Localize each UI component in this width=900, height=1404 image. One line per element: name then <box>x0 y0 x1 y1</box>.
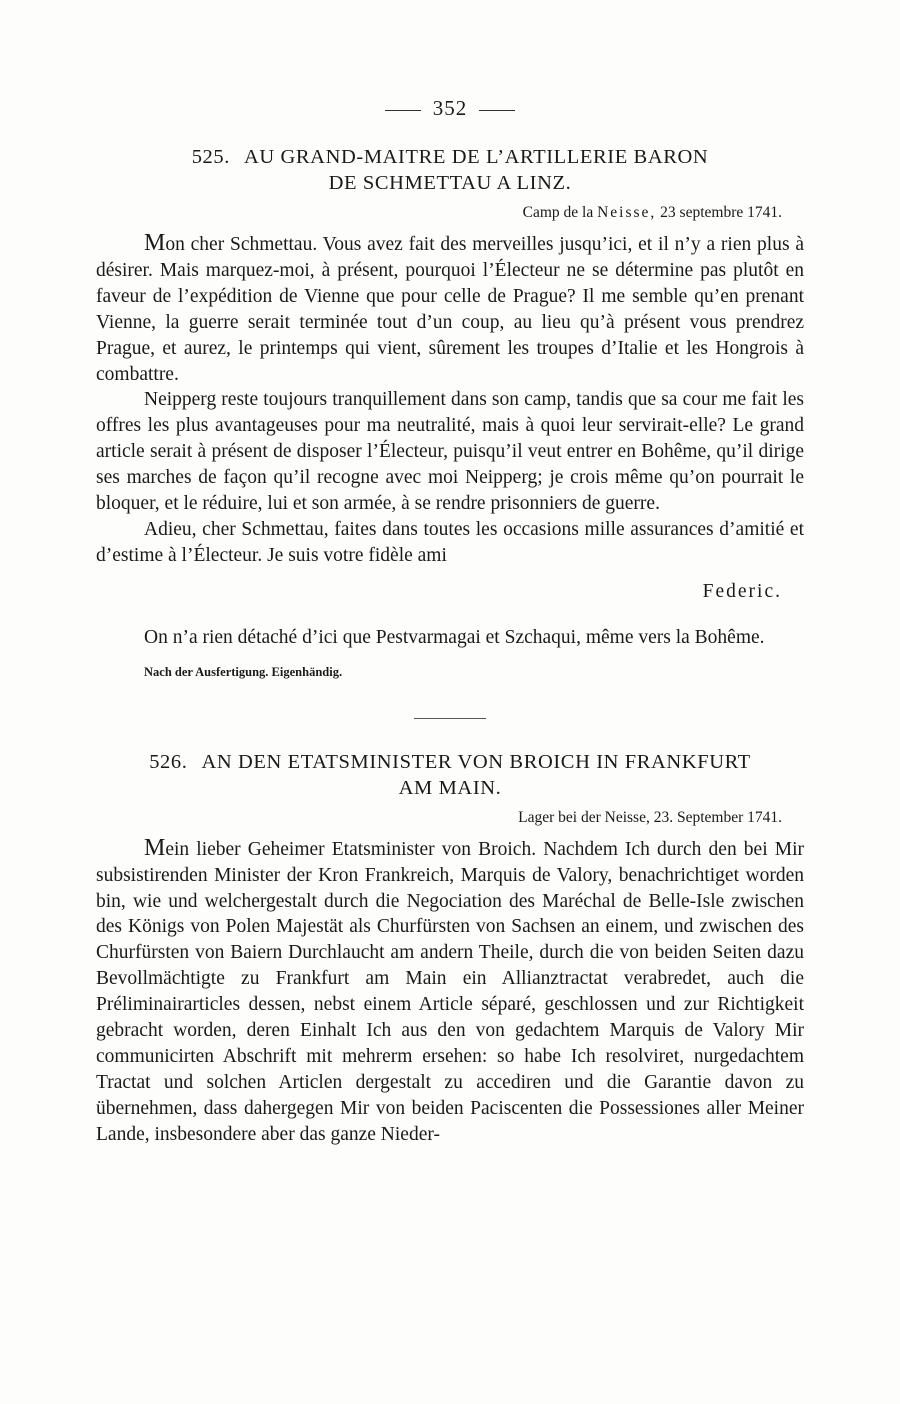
letter-526-heading-line1: AN DEN ETATSMINISTER VON BROICH IN FRANKFURT <box>201 750 751 773</box>
letter-526-heading-line2: AM MAIN. <box>398 776 502 799</box>
letter-525-postscript: On n’a rien détaché d’ici que Pestvarmagai et Szchaqui, même vers la Bohême. <box>144 626 765 648</box>
letter-525-heading <box>96 144 804 196</box>
letter-525-heading-line2: DE SCHMETTAU A LINZ. <box>328 172 572 194</box>
letter-525-paragraph-1: Mon cher Schmettau. Vous avez fait des merveilles jusqu’ici, et il n’y a rien plus à désirer. Mais marquez-moi, à présent, pourquoi l’Électeur ne se détermine pas plutôt en faveur de l’expédition de Vienne que pour celle de Prague? Il me semble qu’en prenant Vienne, la guerre serait terminée tout d’un coup, au lieu qu’à présent vous prendrez Prague, et aurez, le printemps qui vient, sûrement les troupes d’Italie et les Hongrois à combattre. <box>96 230 804 385</box>
letter-525-dateline <box>96 204 782 222</box>
letter-525-paragraph-3: Adieu, cher Schmettau, faites dans toutes les occasions mille assurances d’amitié et d’estime à l’Électeur. Je suis votre fidèle ami <box>96 518 804 566</box>
book-page <box>96 96 804 1148</box>
letter-525-date-rest: 23 septembre 1741. <box>660 204 782 221</box>
letter-525-source-note: Nach der Ausfertigung. Eigenhändig. <box>144 664 343 679</box>
section-separator <box>414 718 486 719</box>
header-dash-left <box>385 110 421 111</box>
letter-526-date-prefix: Lager bei der <box>518 808 601 826</box>
page-number: 352 <box>432 96 468 120</box>
letter-525-date-place: Neisse, <box>597 204 657 221</box>
letter-525-number: 525. <box>191 146 230 168</box>
letter-526-number: 526. <box>149 750 188 773</box>
page-header <box>96 96 804 126</box>
letter-525-date-prefix: Camp de la <box>522 204 594 221</box>
letter-526-date-place: Neisse, <box>604 808 650 826</box>
letter-526-date-rest: 23. September 1741. <box>653 808 782 826</box>
letter-526-dateline <box>96 809 782 827</box>
letter-526-heading <box>96 749 804 801</box>
letter-525-paragraph-2: Neipperg reste toujours tranquillement dans son camp, tandis que sa cour me fait les offres les plus avantageuses pour ma neutralité, mais à quoi leur servirait-elle? Le grand article serait à présent de disposer l’Électeur, puisqu’il veut entrer en Bohême, qu’il dirige ses marches de façon qu’il recogne avec moi Neipperg; je crois même qu’on pourrait le bloquer, et le réduire, lui et son armée, à se rendre prisonniers de guerre. <box>96 389 804 515</box>
letter-525-heading-line1: AU GRAND-MAITRE DE L’ARTILLERIE BARON <box>243 146 709 168</box>
letter-526-paragraph-1: Mein lieber Geheimer Etatsminister von Broich. Nachdem Ich durch den bei Mir subsistirenden Minister der Kron Frankreich, Marquis de Valory, benachrichtiget worden bin, wie und welchergestalt durch die Negociation des Maréchal de Belle-Isle zwischen des Königs von Polen Majestät als Churfürsten von Sachsen an einem, und zwischen des Churfürsten von Baiern Durchlaucht am andern Theile, durch die von beiden Seiten dazu Bevollmächtigte zu Frankfurt am Main ein Allianztractat verabredet, auch die Préliminairarticles dessen, nebst einem Article séparé, geschlossen und zur Richtigkeit gebracht worden, deren Einhalt Ich aus den von gedachtem Marquis de Valory Mir communicirten Abschrift mit mehrerm ersehen: so habe Ich resolviret, nurgedachtem Tractat und solchen Articlen dergestalt zu accediren und die Garantie davon zu übernehmen, dass dahergegen Mir von beiden Paciscenten die Possessiones aller Meiner Lande, insbesondere aber das ganze Nieder- <box>96 834 804 1145</box>
header-dash-right <box>479 110 515 111</box>
letter-525-signature: Federic. <box>702 580 782 602</box>
